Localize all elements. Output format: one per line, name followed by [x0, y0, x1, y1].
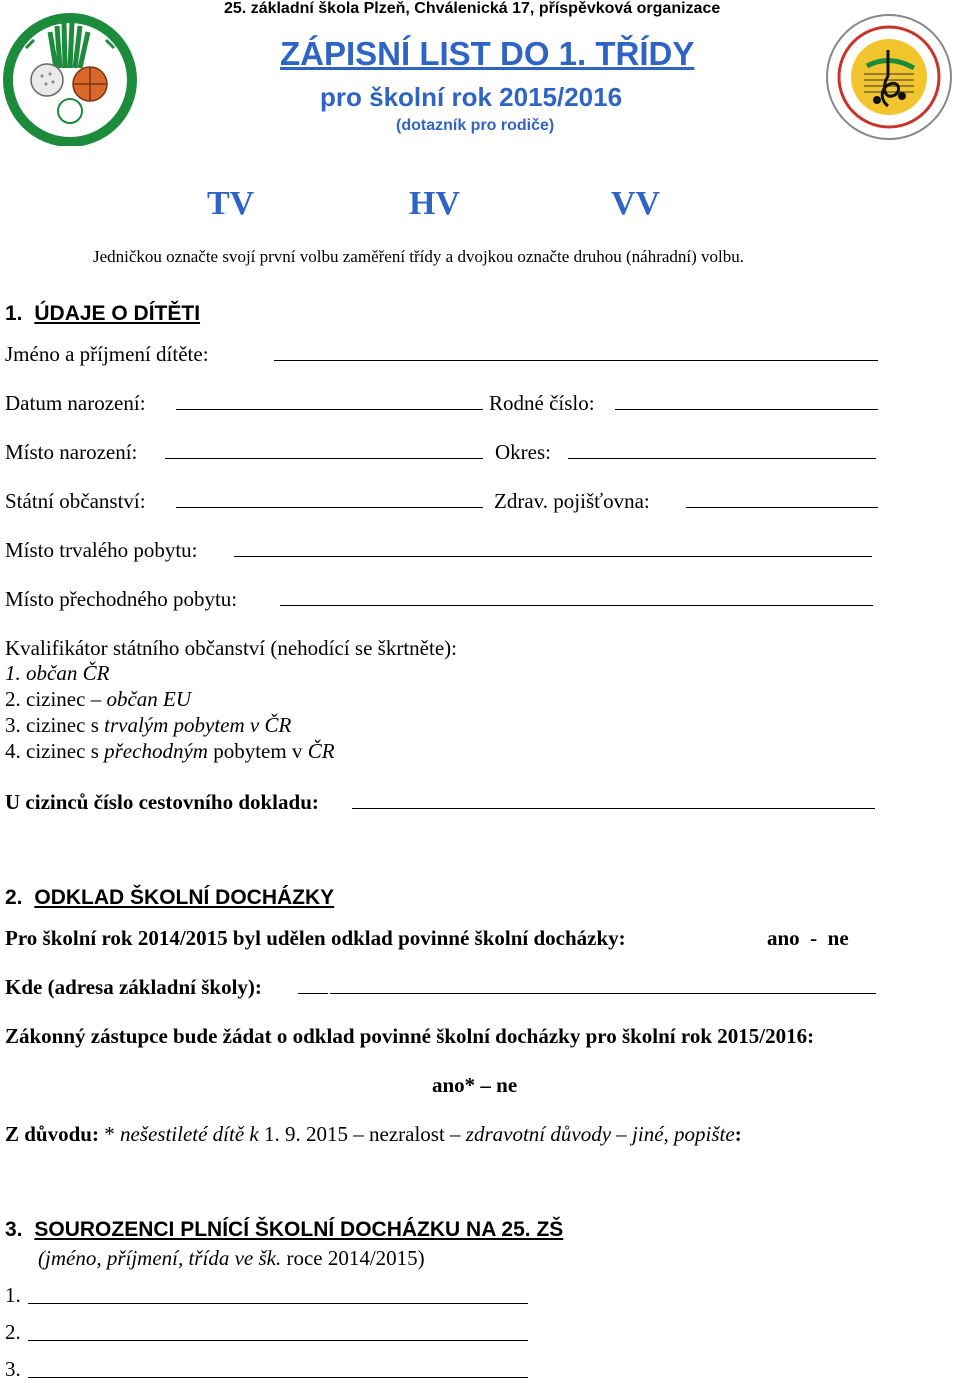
reason-health: zdravotní důvody — [465, 1122, 612, 1146]
birth-place-field[interactable] — [165, 458, 483, 459]
qualifier-4-mid: pobytem v — [207, 739, 308, 763]
qualifier-option-1: 1. občan ČR — [5, 661, 110, 685]
child-name-label: Jméno a příjmení dítěte: — [5, 342, 209, 366]
section-2-heading — [5, 884, 334, 912]
birth-number-label: Rodné číslo: — [489, 391, 595, 415]
citizenship-label: Státní občanství: — [5, 489, 146, 513]
reason-underage: nešestileté dítě k — [119, 1122, 259, 1146]
left-school-logo — [2, 8, 138, 146]
class-choice-instruction: Jedničkou označte svojí první volbu zaměření třídy a dvojkou označte druhou (náhradní) volbu. — [93, 247, 745, 266]
section-2-title: ODKLAD ŠKOLNÍ DOCHÁZKY — [34, 886, 335, 909]
deferral-request-answer[interactable]: ano* – ne — [432, 1073, 518, 1097]
sibling-3-number: 3. — [5, 1357, 21, 1381]
section-3-heading — [5, 1216, 563, 1244]
deferral-request-question: Zákonný zástupce bude žádat o odklad povinné školní docházky pro školní rok 2015/2016: — [5, 1024, 815, 1048]
deferral-granted-question: Pro školní rok 2014/2015 byl udělen odklad povinné školní docházky: — [5, 926, 626, 950]
reason-describe: popište — [674, 1122, 735, 1146]
district-field[interactable] — [568, 458, 876, 459]
sibling-1-field[interactable] — [28, 1303, 528, 1304]
school-name: 25. základní škola Plzeň, Chválenická 17, příspěvková organizace — [224, 0, 721, 17]
right-school-logo — [822, 10, 956, 144]
section-3-title: SOUROZENCI PLNÍCÍ ŠKOLNÍ DOCHÁZKU NA 25. ZŠ — [34, 1218, 564, 1241]
temporary-residence-field[interactable] — [280, 605, 873, 606]
school-address-field[interactable] — [330, 993, 876, 994]
siblings-subtitle-rest: roce 2014/2015) — [281, 1246, 425, 1270]
birth-date-label: Datum narození: — [5, 391, 146, 415]
qualifier-2-number: 2. cizinec — [5, 687, 86, 711]
section-1-number: 1. — [5, 302, 23, 325]
class-option-vv: VV — [611, 185, 661, 222]
citizenship-qualifier-label: Kvalifikátor státního občanství (nehodící se škrtněte): — [5, 636, 457, 660]
qualifier-option-3 — [5, 712, 291, 738]
siblings-subtitle-italic: (jméno, příjmení, třída ve šk. — [38, 1246, 282, 1270]
section-3-number: 3. — [5, 1218, 23, 1241]
page-title: ZÁPISNÍ LIST DO 1. TŘÍDY — [280, 35, 695, 72]
passport-label: U cizinců číslo cestovního dokladu: — [5, 790, 319, 814]
deferral-granted-answer[interactable]: ano - ne — [767, 926, 849, 950]
section-1-title: ÚDAJE O DÍTĚTI — [34, 302, 201, 325]
qualifier-3-number: 3. cizinec s — [5, 713, 105, 737]
qualifier-4-cr: ČR — [307, 739, 335, 763]
child-name-field[interactable] — [274, 360, 878, 361]
reason-date-immaturity: 1. 9. 2015 – nezralost – — [258, 1122, 466, 1146]
permanent-residence-label: Místo trvalého pobytu: — [5, 538, 198, 562]
qualifier-option-2 — [5, 686, 191, 712]
district-label: Okres: — [495, 440, 551, 464]
qualifier-3-permanent: trvalým pobytem v ČR — [104, 713, 292, 737]
insurance-label: Zdrav. pojišťovna: — [494, 489, 650, 513]
sibling-2-field[interactable] — [28, 1340, 528, 1341]
deferral-reason — [5, 1120, 742, 1148]
section-1-heading — [5, 300, 200, 328]
reason-colon: : — [734, 1122, 742, 1146]
sibling-3-field[interactable] — [28, 1377, 528, 1378]
parent-questionnaire-note: (dotazník pro rodiče) — [396, 117, 555, 134]
qualifier-4-number: 4. cizinec s — [5, 739, 105, 763]
insurance-field[interactable] — [686, 507, 878, 508]
school-address-field-short[interactable] — [298, 993, 328, 994]
reason-other: jiné — [632, 1122, 664, 1146]
reason-label: Z důvodu: — [5, 1122, 99, 1146]
class-option-tv: TV — [207, 185, 255, 222]
qualifier-2-eu: občan EU — [106, 687, 192, 711]
school-address-label: Kde (adresa základní školy): — [5, 975, 262, 999]
citizenship-field[interactable] — [176, 507, 483, 508]
permanent-residence-field-2[interactable] — [610, 556, 872, 557]
siblings-subtitle — [38, 1245, 425, 1271]
reason-comma: , — [663, 1122, 675, 1146]
permanent-residence-field[interactable] — [234, 556, 610, 557]
qualifier-option-4 — [5, 738, 335, 764]
sibling-2-number: 2. — [5, 1320, 21, 1344]
birth-place-label: Místo narození: — [5, 440, 138, 464]
school-year: pro školní rok 2015/2016 — [320, 82, 623, 112]
birth-number-field[interactable] — [615, 409, 878, 410]
temporary-residence-label: Místo přechodného pobytu: — [5, 587, 238, 611]
sibling-1-number: 1. — [5, 1283, 21, 1307]
section-2-number: 2. — [5, 886, 23, 909]
qualifier-2-dash: – — [85, 687, 107, 711]
reason-star: * — [98, 1122, 120, 1146]
birth-date-field[interactable] — [176, 409, 483, 410]
passport-number-field[interactable] — [352, 808, 875, 809]
qualifier-4-temporary: přechodným — [104, 739, 208, 763]
reason-dash: – — [611, 1122, 633, 1146]
class-option-hv: HV — [409, 185, 460, 222]
